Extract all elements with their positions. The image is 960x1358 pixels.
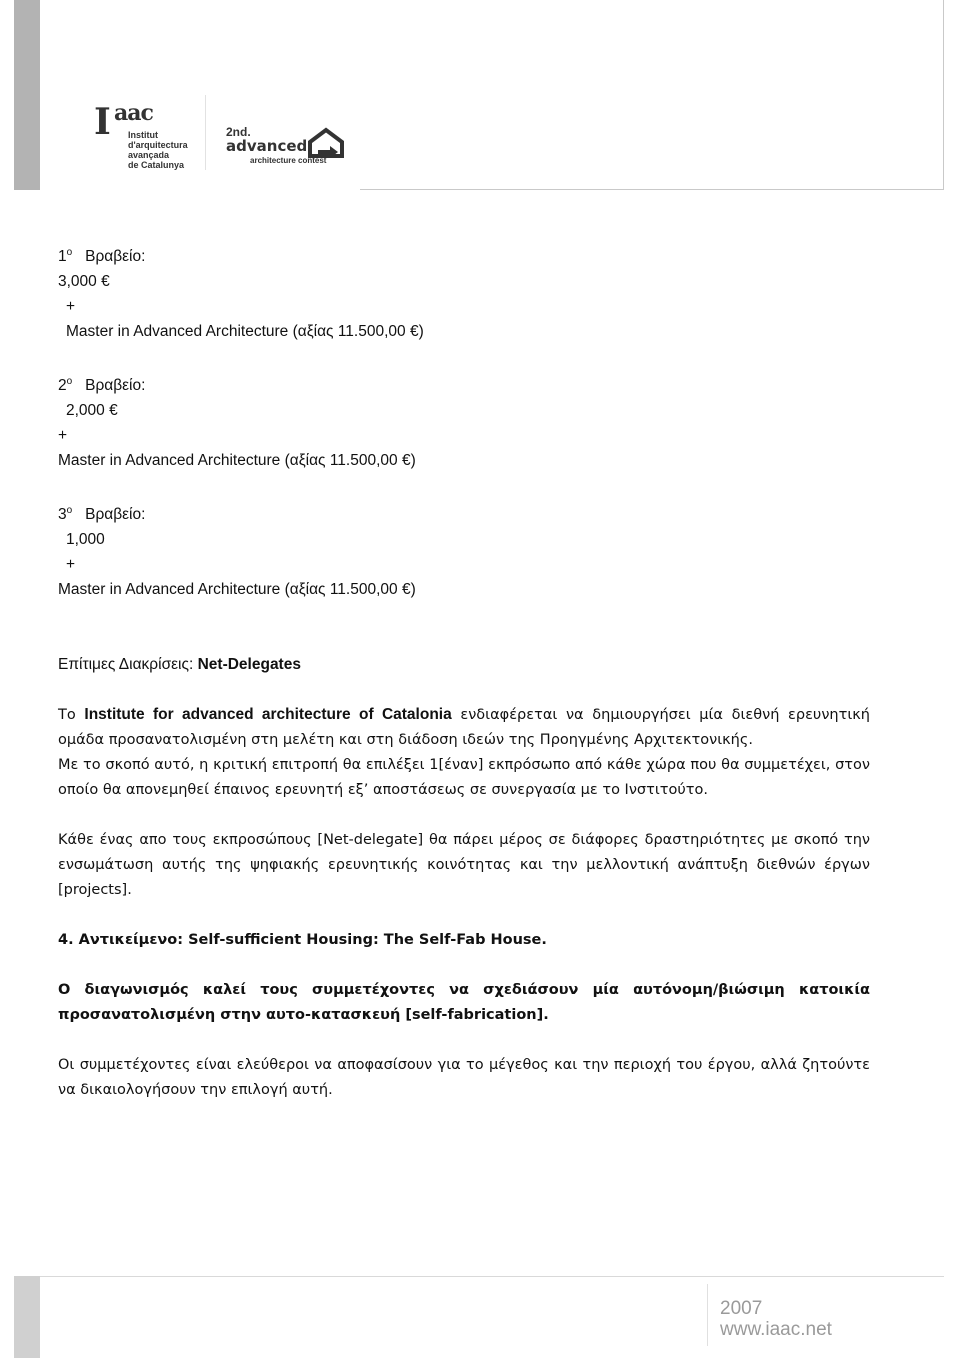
prize-third-extra: Master in Advanced Architecture (αξίας 11.500,00 €) bbox=[58, 581, 416, 599]
honors-line: Επίτιμες Διακρίσεις: Net-Delegates bbox=[58, 656, 301, 674]
prize-third-plus: + bbox=[66, 556, 76, 574]
footer-top-rule bbox=[40, 1276, 944, 1277]
iaac-logo: I aac Institut d'arquitectura avançada de Catalunya bbox=[94, 100, 188, 170]
prize-second-extra: Master in Advanced Architecture (αξίας 11.500,00 €) bbox=[58, 452, 416, 470]
prize-third bbox=[58, 498, 870, 602]
institute-paragraph-1: Το Institute for advanced architecture of Catalonia ενδιαφέρεται να δημιουργήσει μία διεθνή ερευνητική ομάδα προσανατολισμένη στη μελέτη και στη διάδοση ιδεών της Προηγμένης Αρχιτεκτονικής. bbox=[58, 706, 870, 749]
footer-divider bbox=[707, 1284, 708, 1346]
iaac-logo-text: Institut d'arquitectura avançada de Catalunya bbox=[128, 130, 188, 170]
prize-first-plus: + bbox=[66, 298, 76, 316]
prize-third-title: 3$^o$ Βραβείο: bbox=[58, 505, 146, 524]
prize-second bbox=[58, 369, 870, 473]
prize-first-title: 1$^o$ Βραβείο: bbox=[58, 247, 146, 266]
institute-paragraph-2: Με το σκοπό αυτό, η κριτική επιτροπή θα επιλέξει 1[έναν] εκπρόσωπο από κάθε χώρα που θα συμμετέχει, στον οποίο θα απονεμηθεί έπαινος ερευνητή εξ’ αποστάσεως σε συνεργασία με το Ινστιτούτο. bbox=[58, 757, 870, 799]
header-bottom-rule bbox=[360, 189, 944, 190]
header-logo-divider bbox=[205, 95, 206, 170]
prize-second-plus: + bbox=[58, 427, 68, 445]
contest-logo: 2nd. advanced architecture contest bbox=[226, 126, 351, 170]
footer-url: www.iaac.net bbox=[720, 1319, 832, 1340]
section-4-paragraph: Οι συμμετέχοντες είναι ελεύθεροι να αποφασίσουν για το μέγεθος και την περιοχή του έργου, αλλά ζητούντε να δικαιολογήσουν την επιλογή αυτή. bbox=[58, 1057, 870, 1099]
section-4-bold-paragraph: Ο διαγωνισμός καλεί τους συμμετέχοντες να σχεδιάσουν μία αυτόνομη/βιώσιμη κατοικία προσανατολισμένη στην αυτο-κατασκευή [self-fabrication]. bbox=[58, 982, 870, 1024]
section-4-heading: 4. Αντικείμενο: Self-sufficient Housing: The Self-Fab House. bbox=[58, 932, 547, 949]
prize-second-amount: 2,000 € bbox=[66, 402, 118, 420]
document-body bbox=[58, 240, 870, 1103]
prize-first-extra: Master in Advanced Architecture (αξίας 11.500,00 €) bbox=[66, 323, 424, 341]
page-header bbox=[0, 0, 960, 190]
footer-left-bar bbox=[14, 1276, 40, 1358]
header-left-bar bbox=[14, 0, 40, 190]
prize-third-amount: 1,000 bbox=[66, 531, 105, 549]
prize-second-title: 2$^o$ Βραβείο: bbox=[58, 376, 146, 395]
prize-first bbox=[58, 240, 870, 344]
prize-first-amount: 3,000 € bbox=[58, 273, 110, 291]
house-arrow-icon bbox=[306, 126, 346, 158]
institute-paragraph-3: Κάθε ένας απο τους εκπροσώπους [Net-delegate] θα πάρει μέρος σε διάφορες δραστηριότητες με σκοπό την ενσωμάτωση αυτής της ψηφιακής ερευνητικής κοινότητας και την μελλοντική ανάπτυξη διεθνών έργων [projects]. bbox=[58, 832, 870, 899]
header-right-rule bbox=[943, 0, 944, 190]
footer-year: 2007 bbox=[720, 1298, 763, 1319]
